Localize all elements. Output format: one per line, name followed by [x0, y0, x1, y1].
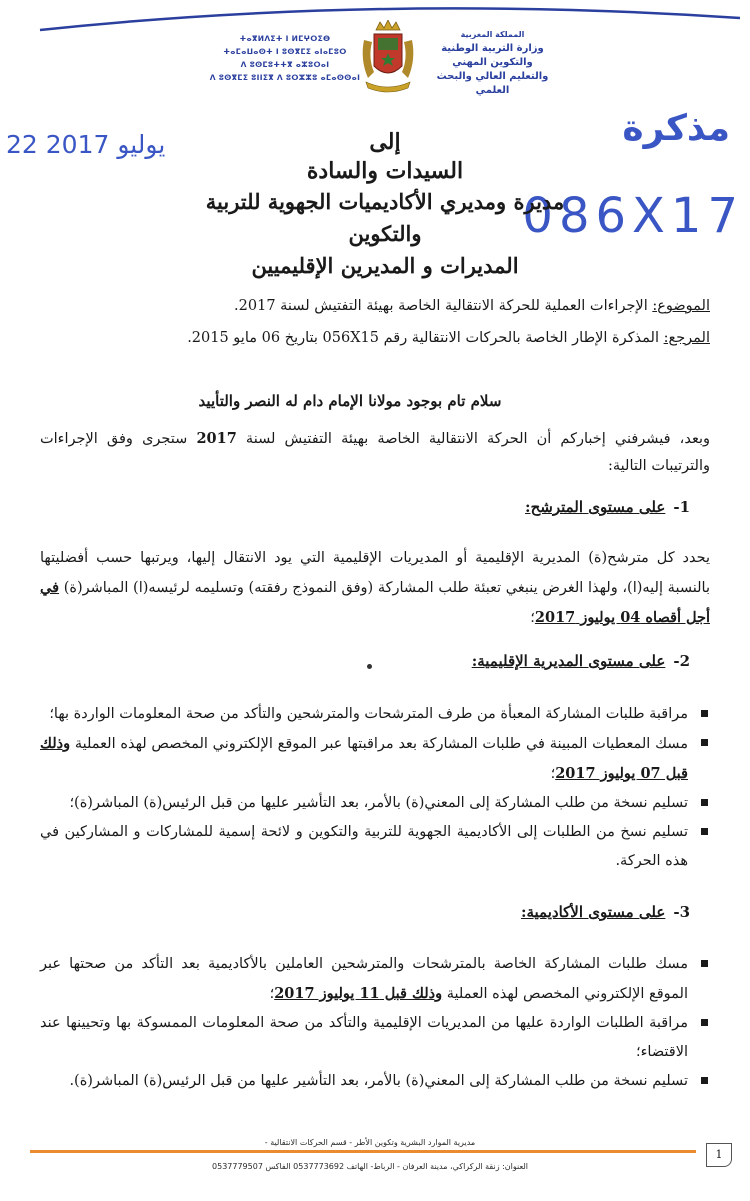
royal-emblem-icon [356, 20, 420, 98]
section-2-title-text: على مستوى المديرية الإقليمية: [471, 652, 666, 670]
reference-label: المرجع: [663, 330, 710, 346]
subject-text: الإجراءات العملية للحركة الانتقالية الخاصة بهيئة التفتيش لسنة 2017. [234, 298, 653, 314]
section-3-item-1-deadline: وذلك قبل 11 يوليوز 2017 [274, 985, 443, 1002]
intro-text-b: ستجرى وفق الإجراءات والترتيبات التالية: [40, 431, 710, 474]
list-item [40, 700, 710, 729]
section-3-title [521, 903, 690, 921]
footer [60, 1135, 680, 1175]
tifinagh-line-4: ⴷ ⵓⵙⴳⵎⵉ ⵓⵏⵏⵉⴳ ⴷ ⵓⵔⵣⵣⵓ ⴰⵎⴰⵙⵙⴰⵏ [209, 73, 361, 82]
list-item [40, 1009, 710, 1067]
page-number: 1 [706, 1143, 732, 1167]
date-stamp: 22 يوليو 2017 [6, 130, 166, 159]
letterhead-arabic [420, 28, 565, 98]
list-item [40, 729, 710, 789]
footer-line-1: مديرية الموارد البشرية وتكوين الأطر - قسم الحركات الانتقالية - [264, 1138, 476, 1147]
section-3-number: 3- [673, 903, 690, 921]
section-1-number: 1- [673, 498, 690, 516]
arabic-line-2: وزارة التربية الوطنية [441, 43, 544, 54]
arabic-line-3: والتكوين المهني [452, 57, 533, 68]
addressee-line-2: السيدات والسادة [306, 158, 464, 184]
section-2-number: 2- [673, 652, 690, 670]
addressee-line-3: مديرة ومديري الأكاديميات الجهوية للتربية والتكوين [205, 189, 565, 246]
arabic-line-1: المملكة المغربية [460, 30, 525, 39]
section-3-list [40, 950, 710, 1096]
tifinagh-line-1: ⵜⴰⴳⵍⴷⵉⵜ ⵏ ⵍⵎⵖⵔⵉⴱ [239, 34, 331, 43]
section-1-deadline: في أجل أقصاه 04 يوليوز 2017 [40, 579, 710, 626]
intro-paragraph [40, 425, 710, 480]
addressee-block [190, 128, 580, 282]
list-item [40, 950, 710, 1009]
tifinagh-line-3: ⴷ ⵓⵙⵎⵓⵜⵜⴳ ⴰⵣⵓⵔⴰⵏ [240, 60, 330, 69]
section-2-item-3: تسليم نسخة من طلب المشاركة إلى المعني(ة) بالأمر، بعد التأشير عليها من قبل الرئيس(ة) المباشر(ة)؛ [69, 795, 688, 811]
tifinagh-line-2: ⵜⴰⵎⴰⵡⴰⵙⵜ ⵏ ⵓⵙⴳⵎⵉ ⴰⵏⴰⵎⵓⵔ [223, 47, 347, 56]
section-3-item-3: تسليم نسخة من طلب المشاركة إلى المعني(ة) بالأمر، بعد التأشير عليها من قبل الرئيس(ة) المباشر(ة). [69, 1073, 688, 1089]
addressee-to: إلى [369, 129, 401, 155]
section-2-item-2-deadline: وذلك قبل 07 يوليوز 2017 [40, 735, 688, 782]
section-2-item-1: مراقبة طلبات المشاركة المعبأة من طرف المترشحات والمترشحين والتأكد من صحة المعلومات الواردة بها؛ [49, 706, 688, 722]
footer-line-2: العنوان: زنقة الركراكي، مدينة العرفان - الرباط- الهاتف 0537773692 الفاكس 0537779507 [212, 1162, 528, 1171]
section-3-title-text: على مستوى الأكاديمية: [520, 903, 666, 921]
section-3-item-1-end: ؛ [269, 986, 275, 1002]
subject-line [40, 290, 710, 322]
footer-divider [30, 1150, 696, 1153]
addressee-line-4: المديرات و المديرين الإقليميين [251, 253, 519, 278]
section-1-end: ؛ [530, 610, 535, 626]
intro-year: 2017 [196, 430, 237, 447]
section-2-item-2-text: مسك المعطيات المبينة في طلبات المشاركة بعد مراقبتها عبر الموقع الإلكتروني المخصص لهذه العملية [70, 736, 688, 752]
list-item [40, 789, 710, 818]
stray-dot [367, 664, 372, 669]
list-item [40, 1067, 710, 1096]
list-item [40, 818, 710, 876]
subject-label: الموضوع: [652, 298, 710, 314]
section-3-item-1-text: مسك طلبات المشاركة الخاصة بالمترشحات والمترشحين العاملين بالأكاديمية بعد التأكد من صحتها عبر الموقع الإلكتروني المخصص لهذه العملية [40, 956, 688, 1002]
section-1-title-text: على مستوى المترشح: [525, 498, 666, 516]
reference-text: المذكرة الإطار الخاصة بالحركات الانتقالية رقم 056X15 بتاريخ 06 مايو 2015. [187, 330, 664, 346]
section-2-item-2-end: ؛ [550, 766, 556, 782]
section-3-item-2: مراقبة الطلبات الواردة عليها من المديريات الإقليمية والتأكد من صحة المعلومات الممسوكة بها وتحيينها عند الاقتضاء؛ [40, 1015, 688, 1060]
subject-reference-block [40, 290, 710, 354]
section-1-title [525, 498, 690, 516]
letterhead-tifinagh [205, 32, 365, 84]
section-2-title [472, 652, 690, 670]
section-2-item-4: تسليم نسخ من الطلبات إلى الأكاديمية الجهوية للتربية والتكوين و لائحة إسمية للمشاركات و المشاركين في هذه الحركة. [40, 824, 688, 869]
section-2-list [40, 700, 710, 876]
reference-line [40, 322, 710, 354]
memo-number-stamp: 086X17 [522, 188, 744, 244]
section-1-paragraph [40, 543, 710, 633]
intro-text-a: وبعد، فيشرفني إخباركم أن الحركة الانتقالية الخاصة بهيئة التفتيش لسنة [236, 431, 710, 447]
arabic-line-4: والتعليم العالي والبحث العلمي [436, 71, 549, 96]
memo-stamp-word: مذكرة [622, 108, 730, 149]
greeting: سلام تام بوجود مولانا الإمام دام له النصر والتأييد [198, 392, 502, 410]
section-1-text: يحدد كل مترشح(ة) المديرية الإقليمية أو المديريات الإقليمية التي يود الانتقال إليها، ويرتبها حسب أفضليتها بالنسبة إليه(ا)، ولهذا الغرض ينبغي تعبئة طلب المشاركة (وفق النموذج رفقته) وتسليمه لرئيسه(ا) المباشر(ة) [40, 550, 710, 596]
